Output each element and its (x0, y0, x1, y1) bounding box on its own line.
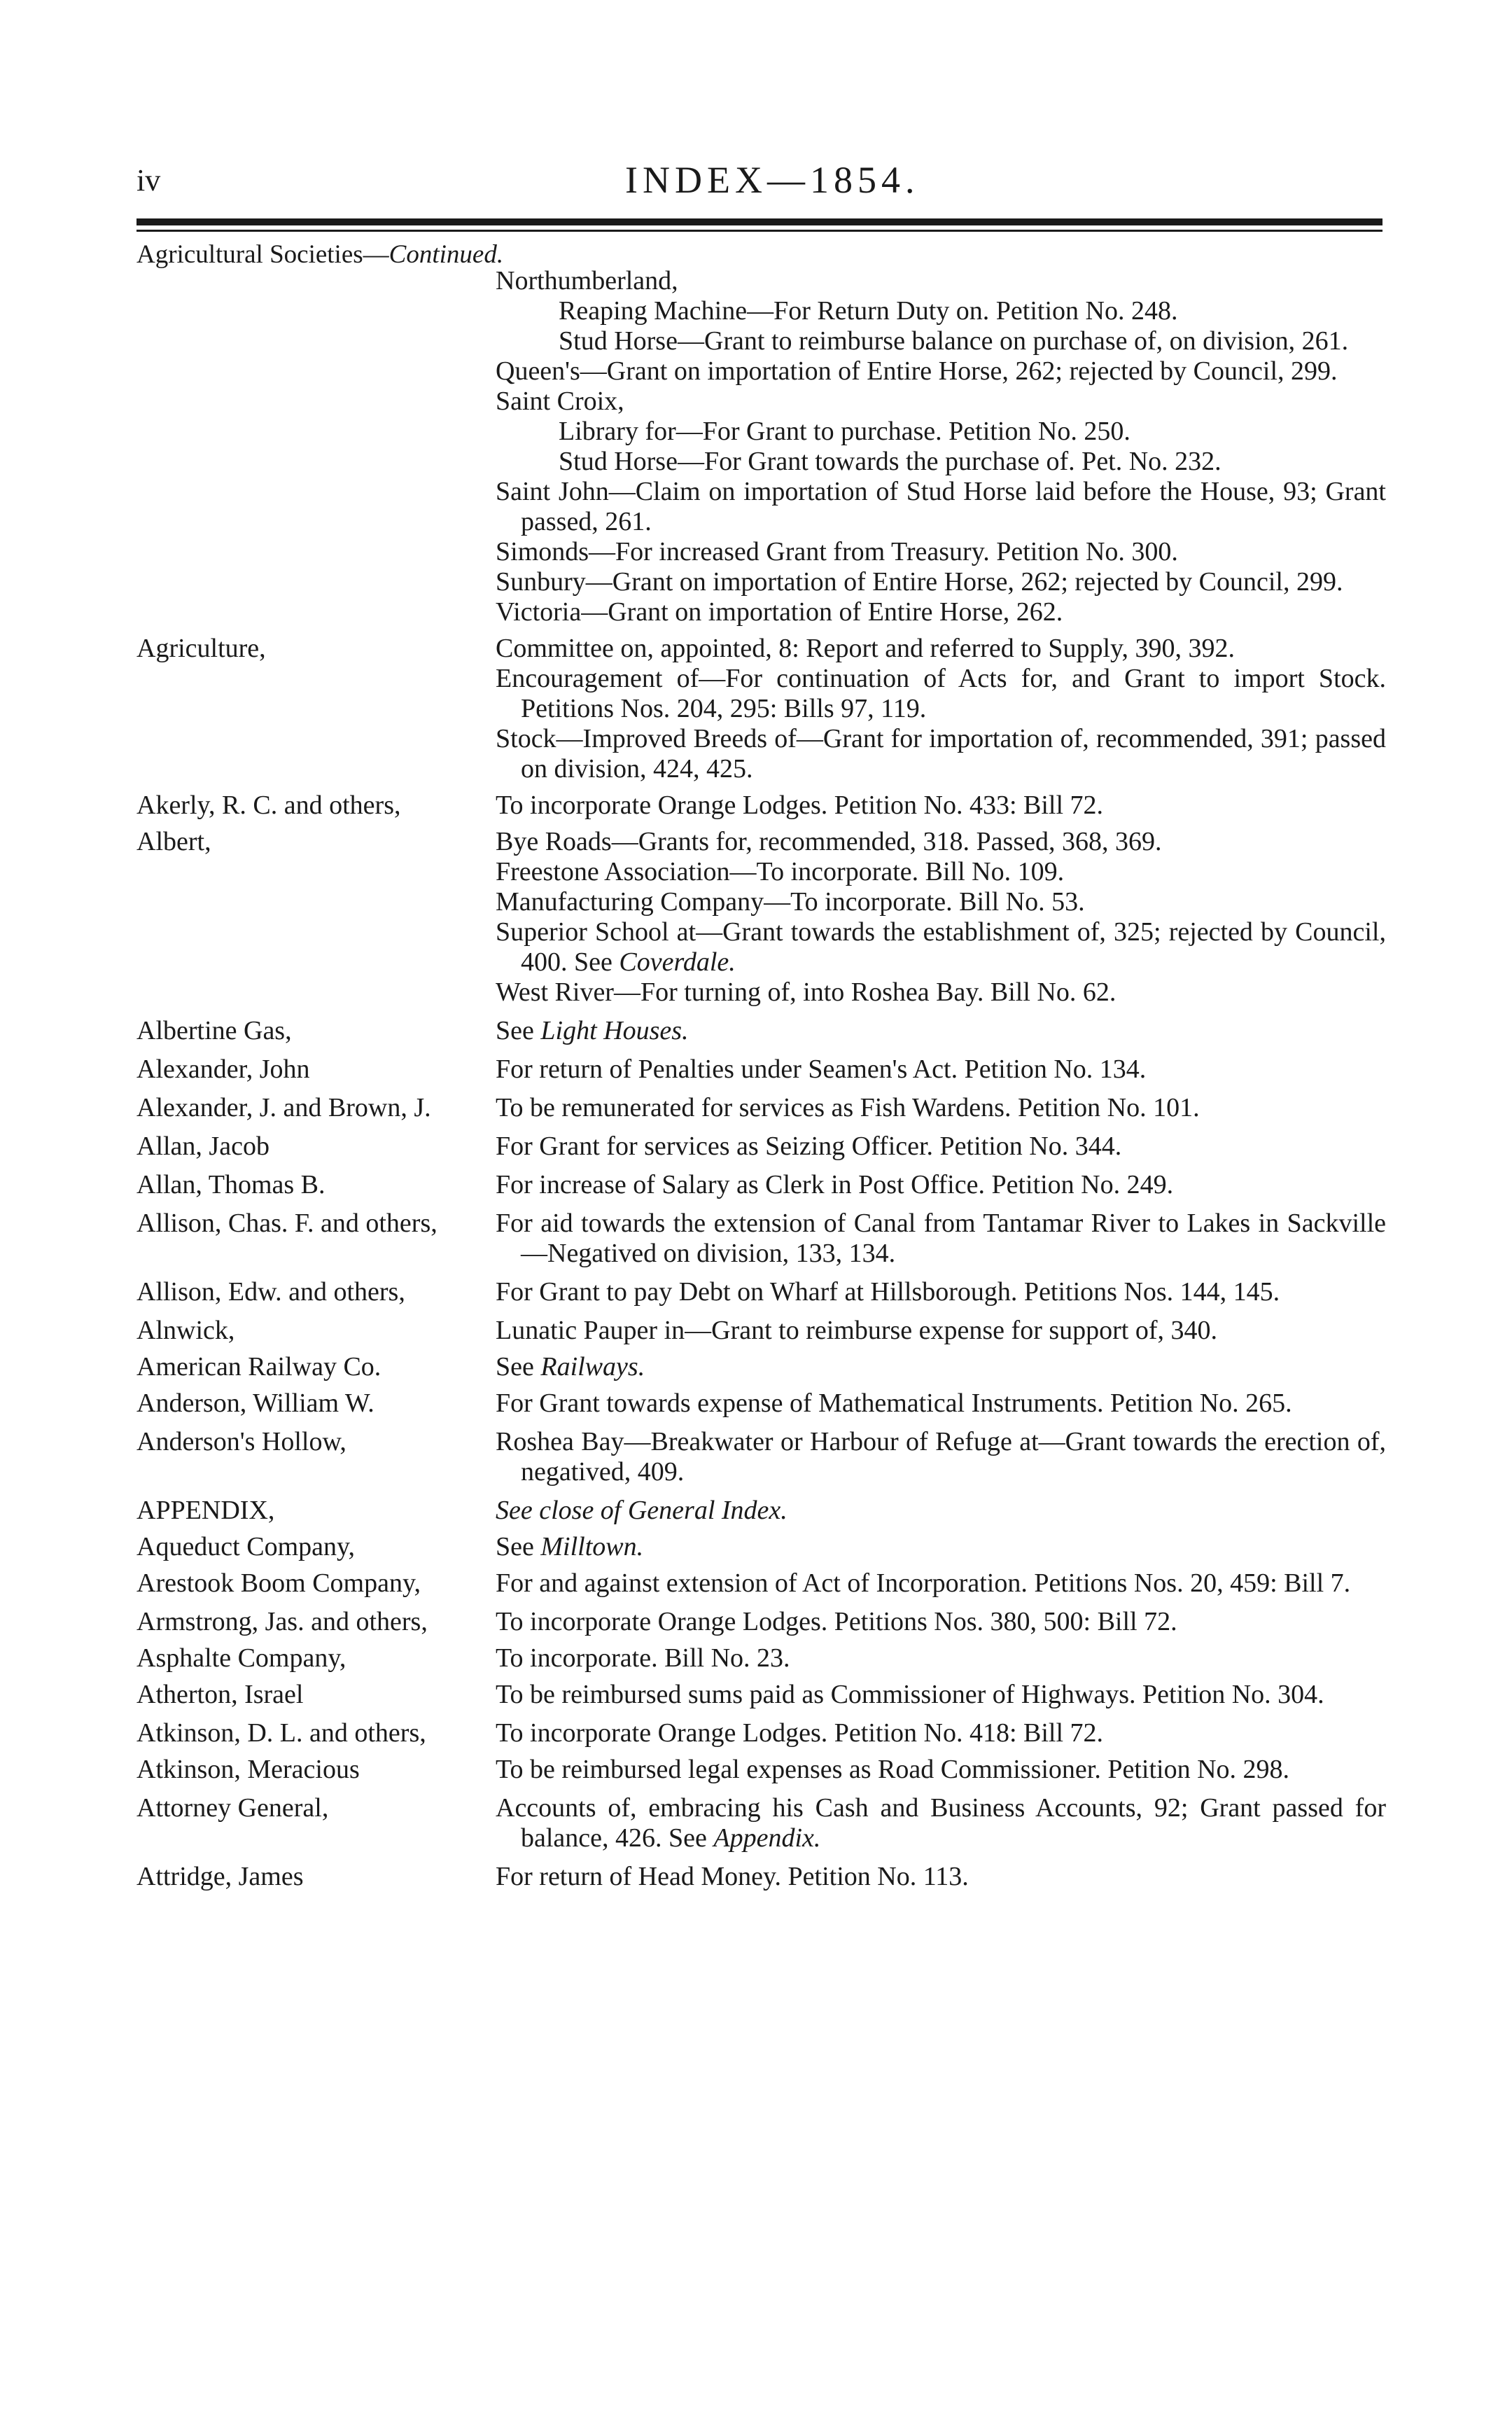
entry-line: Northumberland, (496, 266, 678, 295)
entry-name: APPENDIX, (136, 1496, 275, 1525)
entry-line: Stud Horse—For Grant towards the purchase of. Pet. No. 232. (559, 447, 1222, 476)
entry-name: Akerly, R. C. and others, (136, 791, 401, 820)
continued-label: Continued. (388, 240, 504, 269)
entry-details (496, 1132, 1386, 1162)
index-entry-allison-chas (136, 1209, 1386, 1269)
entry-line: Bye Roads—Grants for, recommended, 318. Passed, 368, 369. (496, 827, 1162, 856)
entry-details (496, 1316, 1386, 1346)
index-entry-andersons-hollow (136, 1427, 1386, 1487)
entry-details (496, 1680, 1386, 1710)
page-number: iv (136, 163, 161, 197)
index-entry-attorney-general (136, 1793, 1386, 1853)
index-entry-agriculture (136, 634, 1386, 784)
entry-name: Atkinson, Meracious (136, 1755, 360, 1784)
entry-line: Manufacturing Company—To incorporate. Bill No. 53. (496, 887, 1085, 917)
entry-name: Alexander, John (136, 1055, 310, 1084)
entry-text: Accounts of, embracing his Cash and Business Accounts, 92; Grant passed for balance, 426. See (496, 1793, 1386, 1853)
entry-line: For Grant towards expense of Mathematical Instruments. Petition No. 265. (496, 1388, 1292, 1418)
entry-line: For return of Penalties under Seamen's Act. Petition No. 134. (496, 1055, 1147, 1084)
index-entry-atkinson-meracious (136, 1755, 1386, 1785)
entry-details (496, 1170, 1386, 1200)
entry-line: For aid towards the extension of Canal from Tantamar River to Lakes in Sackville—Negatived on division, 133, 134. (496, 1209, 1386, 1268)
index-entry-anderson-william (136, 1388, 1386, 1419)
entry-line: Reaping Machine—For Return Duty on. Petition No. 248. (559, 296, 1178, 326)
index-entry-atherton (136, 1680, 1386, 1710)
entry-line: Encouragement of—For continuation of Acts for, and Grant to import Stock. Petitions Nos. 204, 295: Bills 97, 119. (496, 664, 1386, 723)
entry-line: West River—For turning of, into Roshea Bay. Bill No. 62. (496, 977, 1116, 1007)
entry-name: American Railway Co. (136, 1352, 382, 1381)
entry-details (496, 1643, 1386, 1673)
entry-line: For increase of Salary as Clerk in Post Office. Petition No. 249. (496, 1170, 1174, 1199)
entry-name: Alexander, J. and Brown, J. (136, 1093, 431, 1122)
entry-details (496, 1093, 1386, 1123)
entry-name: Agriculture, (136, 634, 266, 663)
entry-details (496, 1496, 1386, 1526)
entry-name: Attorney General, (136, 1793, 329, 1823)
entry-name: Albert, (136, 827, 211, 856)
entry-line: Saint Croix, (496, 387, 624, 416)
entry-details (496, 266, 1386, 627)
index-entry-american-railway (136, 1352, 1386, 1382)
entry-name: Allison, Chas. F. and others, (136, 1209, 438, 1238)
index-entry-allan-thomas (136, 1170, 1386, 1200)
index-entry-appendix (136, 1496, 1386, 1526)
entry-name: Armstrong, Jas. and others, (136, 1607, 428, 1636)
cross-reference-link[interactable]: Light Houses. (540, 1016, 689, 1045)
entry-line: For and against extension of Act of Incorporation. Petitions Nos. 20, 459: Bill 7. (496, 1568, 1351, 1598)
entry-details (496, 1277, 1386, 1307)
entry-name: Anderson, William W. (136, 1388, 374, 1418)
entry-details (496, 1055, 1386, 1085)
entry-line: To incorporate Orange Lodges. Petitions Nos. 380, 500: Bill 72. (496, 1607, 1177, 1636)
index-entry-albertine-gas (136, 1016, 1386, 1046)
entry-line: Stud Horse—Grant to reimburse balance on purchase of, on division, 261. (559, 326, 1349, 356)
entry-line (496, 917, 1386, 977)
index-entry-akerly (136, 791, 1386, 821)
entry-name: Arestook Boom Company, (136, 1568, 421, 1598)
entry-details (496, 1568, 1386, 1599)
entry-line: Sunbury—Grant on importation of Entire Horse, 262; rejected by Council, 299. (496, 567, 1343, 597)
entry-details (496, 1388, 1386, 1419)
entry-line: Simonds—For increased Grant from Treasury. Petition No. 300. (496, 537, 1178, 566)
entry-line (496, 1793, 1386, 1853)
entry-line: To be reimbursed legal expenses as Road Commissioner. Petition No. 298. (496, 1755, 1290, 1784)
cross-reference-link[interactable]: Appendix. (713, 1823, 821, 1853)
entry-details (496, 1427, 1386, 1487)
entry-details (496, 827, 1386, 1008)
entry-line: To incorporate. Bill No. 23. (496, 1643, 790, 1673)
section-name: Agricultural Societies— (136, 240, 389, 269)
entry-details (496, 791, 1386, 821)
index-entry-arestook (136, 1568, 1386, 1599)
index-entry-alexander-john (136, 1055, 1386, 1085)
entry-text: See (496, 1352, 541, 1381)
entry-details (496, 1718, 1386, 1748)
cross-reference-link[interactable]: See close of General Index. (496, 1496, 788, 1525)
entry-name: Alnwick, (136, 1316, 235, 1345)
index-entry-allan-jacob (136, 1132, 1386, 1162)
entry-line: Freestone Association—To incorporate. Bill No. 109. (496, 857, 1065, 886)
index-entry-alnwick (136, 1316, 1386, 1346)
section-continued-heading (136, 239, 503, 270)
entry-details (496, 1755, 1386, 1785)
entry-details (496, 1016, 1386, 1046)
entry-details (496, 1352, 1386, 1382)
entry-name: Attridge, James (136, 1862, 304, 1891)
entry-line: To incorporate Orange Lodges. Petition No. 433: Bill 72. (496, 791, 1104, 820)
entry-line: To be remunerated for services as Fish Wardens. Petition No. 101. (496, 1093, 1200, 1122)
entry-line: Saint John—Claim on importation of Stud Horse laid before the House, 93; Grant passed, 261. (496, 477, 1386, 536)
entry-line (496, 1496, 1386, 1526)
index-entry-attridge (136, 1862, 1386, 1892)
entry-name: Atkinson, D. L. and others, (136, 1718, 426, 1748)
entry-line (496, 1352, 1386, 1382)
entry-line: For Grant for services as Seizing Officer. Petition No. 344. (496, 1132, 1122, 1161)
entry-text: See (496, 1016, 541, 1045)
index-entry-allison-edw (136, 1277, 1386, 1307)
entry-name: Atherton, Israel (136, 1680, 304, 1709)
entry-line: For return of Head Money. Petition No. 113. (496, 1862, 969, 1891)
entry-text: Superior School at—Grant towards the establishment of, 325; rejected by Council, 400. See (496, 917, 1386, 977)
entry-details (496, 1532, 1386, 1562)
index-entry-atkinson-dl (136, 1718, 1386, 1748)
entry-line: Queen's—Grant on importation of Entire Horse, 262; rejected by Council, 299. (496, 356, 1338, 386)
entry-details (496, 1793, 1386, 1853)
entry-line: Victoria—Grant on importation of Entire Horse, 262. (496, 597, 1063, 627)
index-entry-alexander-brown (136, 1093, 1386, 1123)
cross-reference-link[interactable]: Railways. (540, 1352, 645, 1381)
header-rule-thick (136, 218, 1382, 225)
entry-line (496, 1532, 1386, 1562)
entry-line: Lunatic Pauper in—Grant to reimburse expense for support of, 340. (496, 1316, 1218, 1345)
index-entry-asphalte (136, 1643, 1386, 1673)
entry-name: Allison, Edw. and others, (136, 1277, 405, 1307)
entry-line: For Grant to pay Debt on Wharf at Hillsborough. Petitions Nos. 144, 145. (496, 1277, 1280, 1307)
entry-line: Library for—For Grant to purchase. Petition No. 250. (559, 417, 1130, 446)
entry-name: Allan, Jacob (136, 1132, 270, 1161)
entry-name: Albertine Gas, (136, 1016, 292, 1045)
entry-text: See (496, 1532, 541, 1561)
page-title: INDEX—1854. (625, 159, 920, 201)
entry-line: To incorporate Orange Lodges. Petition No. 418: Bill 72. (496, 1718, 1104, 1748)
entry-line (496, 1016, 1386, 1046)
entry-line: Stock—Improved Breeds of—Grant for importation of, recommended, 391; passed on division, 424, 425. (496, 724, 1386, 784)
entry-details (496, 1209, 1386, 1269)
index-entry-armstrong (136, 1607, 1386, 1637)
page-header (136, 159, 1382, 211)
entry-name: Anderson's Hollow, (136, 1427, 346, 1456)
cross-reference-link[interactable]: Coverdale. (619, 947, 736, 977)
entry-name: Aqueduct Company, (136, 1532, 356, 1561)
entry-details (496, 634, 1386, 784)
index-entry-aqueduct (136, 1532, 1386, 1562)
entry-details (496, 1607, 1386, 1637)
cross-reference-link[interactable]: Milltown. (540, 1532, 644, 1561)
entry-line: Committee on, appointed, 8: Report and referred to Supply, 390, 392. (496, 634, 1236, 663)
entry-name: Asphalte Company, (136, 1643, 346, 1673)
index-entry-albert (136, 827, 1386, 1008)
entry-line: To be reimbursed sums paid as Commissioner of Highways. Petition No. 304. (496, 1680, 1324, 1709)
entry-details (496, 1862, 1386, 1892)
entry-line: Roshea Bay—Breakwater or Harbour of Refuge at—Grant towards the erection of, negatived, 409. (496, 1427, 1386, 1487)
entry-name: Allan, Thomas B. (136, 1170, 326, 1199)
index-entry-agricultural-societies-continued (136, 266, 1386, 627)
header-rule-thin (136, 230, 1382, 232)
index-entries (136, 266, 1386, 1898)
